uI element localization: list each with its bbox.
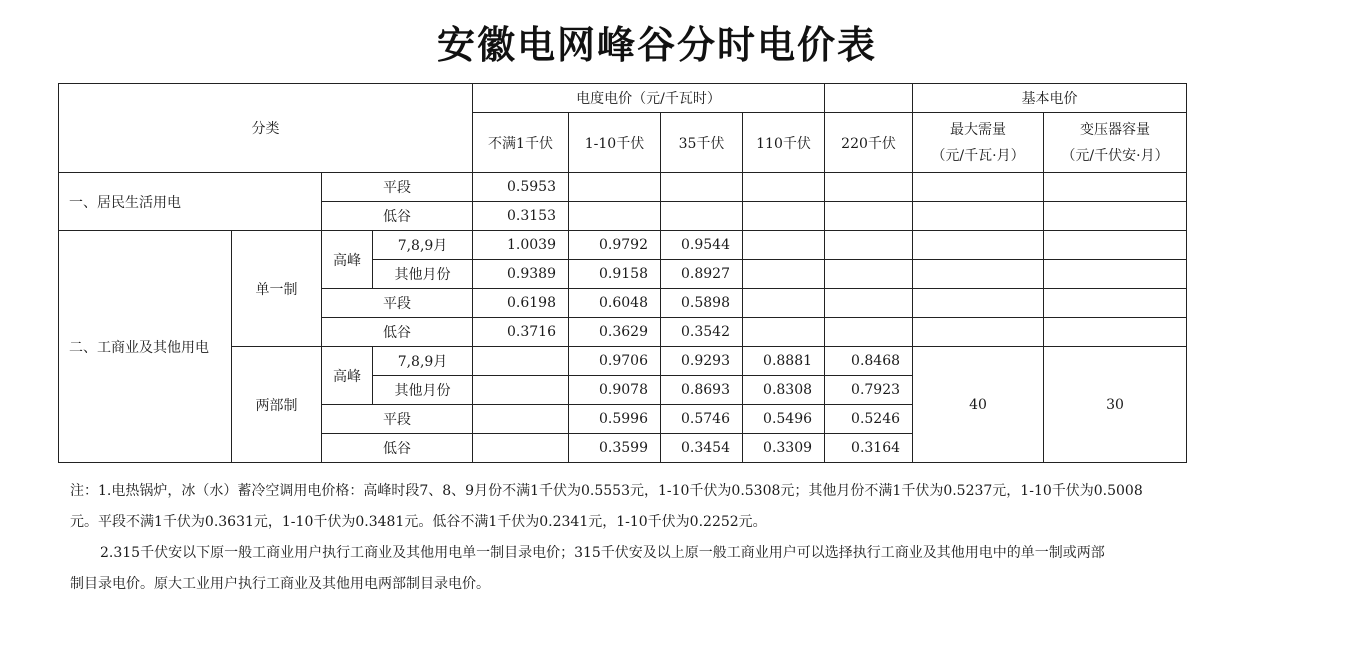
transformer-capacity-value: 30: [1044, 347, 1187, 463]
basic-price-header: 基本电价: [913, 84, 1187, 113]
month-label: 7,8,9月: [373, 347, 473, 376]
transformer-capacity-unit: （元/千伏安·月）: [1061, 147, 1169, 164]
period-label: 低谷: [322, 318, 473, 347]
note-1-line-1: 注：1.电热锅炉，冰（水）蓄冷空调用电价格：高峰时段7、8、9月份不满1千伏为0.5553元，1-10千伏为0.5308元；其他月份不满1千伏为0.5237元，1-10千伏为0.5008: [70, 483, 1143, 499]
single-system-label: 单一制: [232, 231, 322, 347]
period-label: 低谷: [322, 202, 473, 231]
price-cell: 0.3454: [661, 434, 743, 463]
voltage-header: 35千伏: [661, 113, 743, 173]
max-demand-unit: （元/千瓦·月）: [931, 147, 1025, 164]
price-cell: 0.9706: [569, 347, 661, 376]
period-label: 低谷: [322, 434, 473, 463]
price-cell: 0.5953: [473, 173, 569, 202]
price-cell: 0.9544: [661, 231, 743, 260]
peak-label: 高峰: [322, 347, 373, 405]
voltage-header: 220千伏: [825, 113, 913, 173]
price-cell: 0.9078: [569, 376, 661, 405]
voltage-header: 1-10千伏: [569, 113, 661, 173]
max-demand-label: 最大需量: [950, 121, 1007, 138]
empty-header-cell: [825, 84, 913, 113]
price-cell: 0.6048: [569, 289, 661, 318]
price-cell: 0.5496: [743, 405, 825, 434]
price-cell: 0.8693: [661, 376, 743, 405]
price-cell: 0.8468: [825, 347, 913, 376]
period-label: 平段: [322, 289, 473, 318]
price-cell: 0.5996: [569, 405, 661, 434]
price-cell: 1.0039: [473, 231, 569, 260]
price-cell: 0.3153: [473, 202, 569, 231]
two-part-system-label: 两部制: [232, 347, 322, 463]
tariff-table: [58, 83, 1187, 463]
month-label: 其他月份: [373, 260, 473, 289]
table-row: [59, 173, 1187, 202]
notes: [70, 476, 1260, 600]
price-cell: 0.5246: [825, 405, 913, 434]
month-label: 其他月份: [373, 376, 473, 405]
price-cell: 0.3629: [569, 318, 661, 347]
price-cell: 0.9389: [473, 260, 569, 289]
peak-label: 高峰: [322, 231, 373, 289]
price-cell: 0.8927: [661, 260, 743, 289]
price-cell: 0.8881: [743, 347, 825, 376]
energy-price-header: 电度电价（元/千瓦时）: [473, 84, 825, 113]
price-cell: 0.9293: [661, 347, 743, 376]
price-cell: 0.3716: [473, 318, 569, 347]
price-cell: 0.3309: [743, 434, 825, 463]
price-cell: 0.6198: [473, 289, 569, 318]
period-label: 平段: [322, 405, 473, 434]
header-row-1: [59, 84, 1187, 113]
price-cell: 0.5898: [661, 289, 743, 318]
residential-label: 一、居民生活用电: [59, 173, 322, 231]
price-cell: 0.9158: [569, 260, 661, 289]
commercial-label: 二、工商业及其他用电: [59, 231, 232, 463]
note-1-line-2: 元。平段不满1千伏为0.3631元，1-10千伏为0.3481元。低谷不满1千伏为0.2341元，1-10千伏为0.2252元。: [70, 514, 767, 530]
period-label: 平段: [322, 173, 473, 202]
transformer-capacity-header: [1044, 113, 1187, 173]
max-demand-value: 40: [913, 347, 1044, 463]
voltage-header: 不满1千伏: [473, 113, 569, 173]
month-label: 7,8,9月: [373, 231, 473, 260]
price-cell: 0.7923: [825, 376, 913, 405]
page-title: 安徽电网峰谷分时电价表: [436, 22, 877, 67]
note-2-line-1: 2.315千伏安以下原一般工商业用户执行工商业及其他用电单一制目录电价；315千伏安及以上原一般工商业用户可以选择执行工商业及其他用电中的单一制或两部: [100, 545, 1105, 561]
category-header: 分类: [59, 84, 473, 173]
price-cell: 0.3164: [825, 434, 913, 463]
voltage-header: 110千伏: [743, 113, 825, 173]
table-row: [59, 231, 1187, 260]
price-cell: 0.9792: [569, 231, 661, 260]
price-cell: 0.3542: [661, 318, 743, 347]
price-cell: 0.5746: [661, 405, 743, 434]
note-2-line-2: 制目录电价。原大工业用户执行工商业及其他用电两部制目录电价。: [70, 576, 490, 592]
price-cell: 0.8308: [743, 376, 825, 405]
price-cell: 0.3599: [569, 434, 661, 463]
max-demand-header: [913, 113, 1044, 173]
transformer-capacity-label: 变压器容量: [1080, 121, 1151, 138]
